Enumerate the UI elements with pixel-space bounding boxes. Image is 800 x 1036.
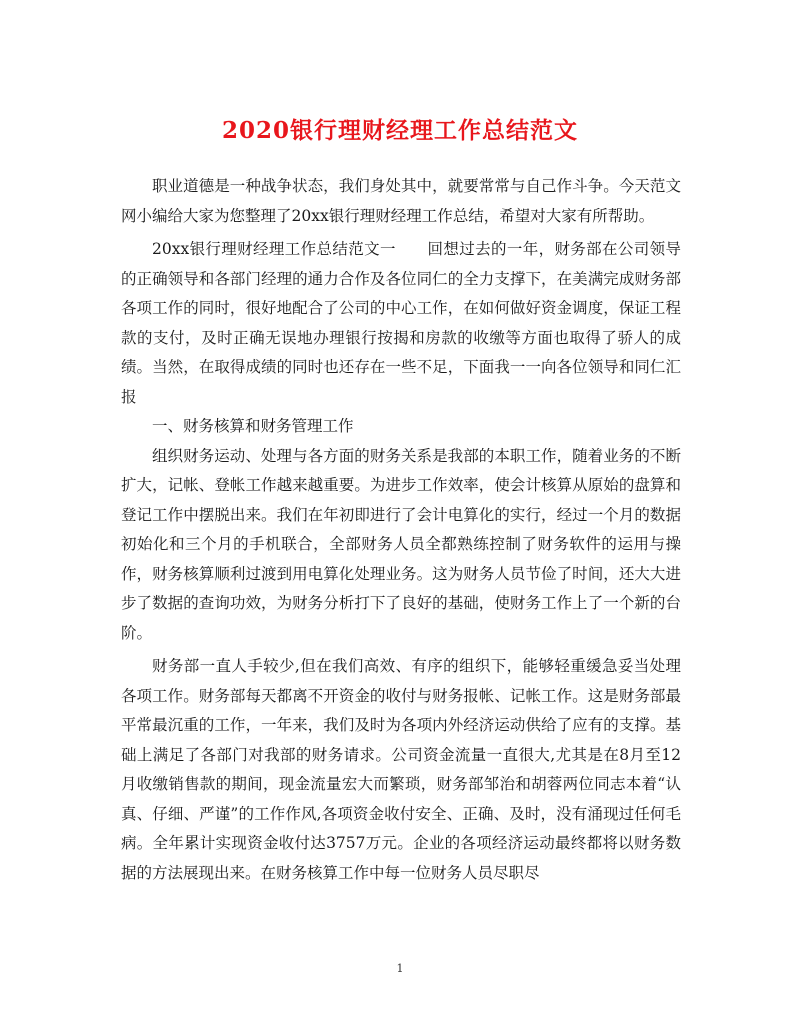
document-title: 2020银行理财经理工作总结范文 (221, 117, 578, 144)
staffing-paragraph: 财务部一直人手较少,但在我们高效、有序的组织下，能够轻重缓急妥当处理各项工作。财务部每天都离不开资金的收付与财务报帐、记帐工作。这是财务部最平常最沉重的工作，一年来，我们及时为各项内外经济运动供给了应有的支撑。基础上满足了各部门对我部的财务请求。公司资金流量一直很大,尤其是在8月至12月收缴销售款的期间，现金流量宏大而繁琐，财务部邹治和胡蓉两位同志本着“认真、仔细、严谨”的工作作风,各项资金收付安全、正确、及时，没有涌现过任何毛病。全年累计实现资金收付达3757万元。企业的各项经济运动最终都将以财务数据的方法展现出来。在财务核算工作中每一位财务人员尽职尽 (121, 657, 681, 882)
document-body (121, 172, 681, 888)
section-heading: 一、财务核算和财务管理工作 (152, 417, 354, 435)
accounting-paragraph: 组织财务运动、处理与各方面的财务关系是我部的本职工作，随着业务的不断扩大，记帐、登帐工作越来越重要。为进步工作效率，使会计核算从原始的盘算和登记工作中摆脱出来。我们在年初即进行了会计电算化的实行，经过一个月的数据初始化和三个月的手机联合，全部财务人员全都熟练控制了财务软件的运用与操作，财务核算顺利过渡到用电算化处理业务。这为财务人员节俭了时间，还大大进步了数据的查询功效，为财务分析打下了良好的基础，使财务工作上了一个新的台阶。 (121, 446, 681, 642)
page-number: 1 (396, 962, 404, 975)
summary-paragraph: 20xx银行理财经理工作总结范文一 回想过去的一年，财务部在公司领导的正确领导和各部门经理的通力合作及各位同仁的全力支撑下，在美满完成财务部各项工作的同时，很好地配合了公司的中心工作，在如何做好资金调度，保证工程款的支付，及时正确无误地办理银行按揭和房款的收缴等方面也取得了骄人的成绩。当然，在取得成绩的同时也还存在一些不足，下面我一一向各位领导和同仁汇报 (121, 240, 681, 406)
intro-paragraph: 职业道德是一种战争状态，我们身处其中，就要常常与自己作斗争。今天范文网小编给大家为您整理了20xx银行理财经理工作总结，希望对大家有所帮助。 (121, 177, 681, 225)
